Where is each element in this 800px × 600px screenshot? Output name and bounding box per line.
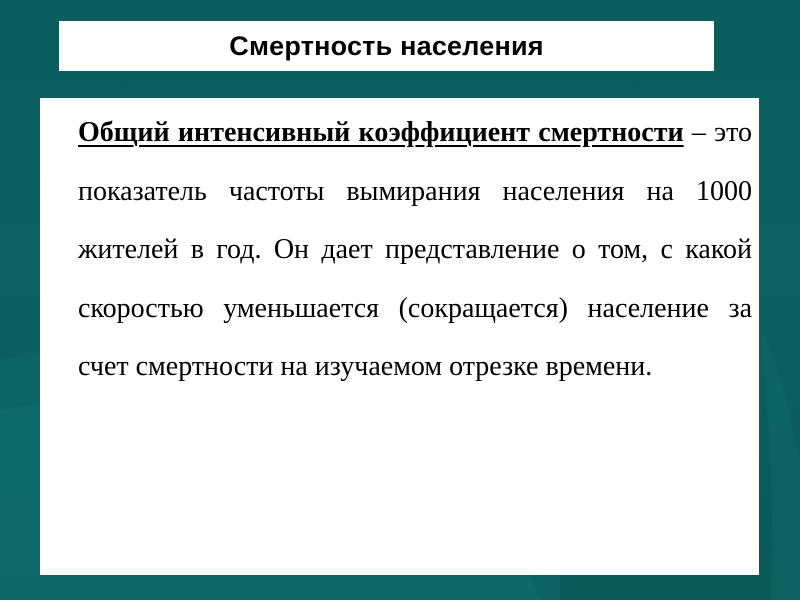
content-panel — [40, 98, 759, 575]
slide-title: Смертность населения — [229, 30, 544, 61]
definition-body: это показатель частоты вымирания населения на 1000 жителей в год. Он дает представление о том, с какой скоростью уменьшается (сокращается) население за счет смертности на изучаемом отрезке времени. — [78, 117, 753, 382]
definition-paragraph — [78, 104, 752, 397]
definition-separator: – — [683, 117, 715, 148]
definition-term: Общий интенсивный коэффициент смертности — [78, 117, 684, 148]
title-panel — [59, 21, 714, 71]
